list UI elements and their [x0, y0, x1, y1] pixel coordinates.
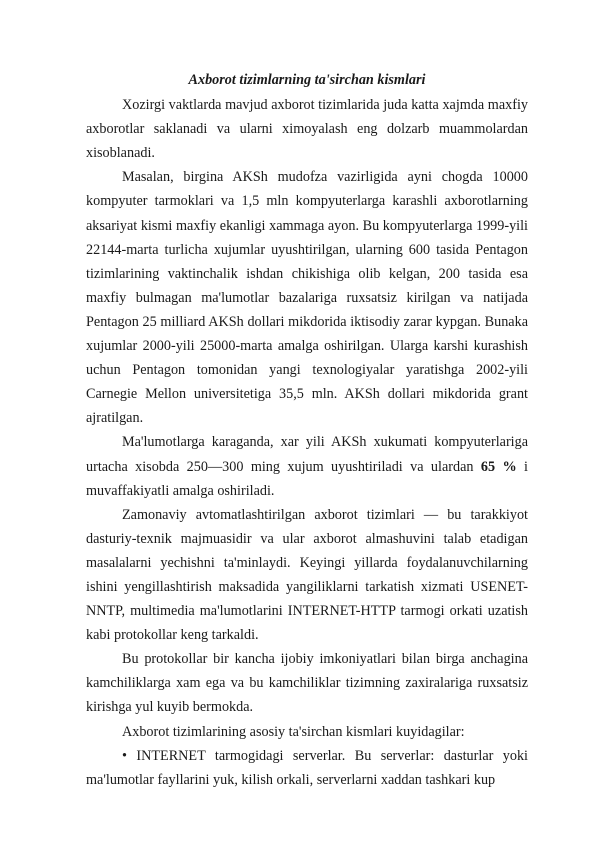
bullet-item-text: INTERNET tarmogidagi serverlar. Bu serverlar: dasturlar yoki ma'lumotlar fayllarini yuk, kilish orkali, serverlarni xaddan tashkari kup	[86, 747, 528, 788]
paragraph-3-text-end: i muvaffakiyatli amalga oshiriladi.	[86, 458, 528, 499]
paragraph-1: Xozirgi vaktlarda mavjud axborot tizimlarida juda katta xajmda maxfiy axborotlar saklanadi va ularni ximoyalash eng dolzarb muammolardan xisoblanadi.	[86, 97, 528, 162]
paragraph-5: Bu protokollar bir kancha ijobiy imkoniyatlari bilan birga anchagina kamchiliklarga xam ega va bu kamchiliklar tizimning zaxiralariga ruxsatsiz kirishga yul kuyib bermokda.	[86, 651, 528, 716]
paragraph-3	[86, 430, 528, 502]
document-page	[86, 68, 528, 792]
bullet-marker: •	[122, 747, 127, 764]
document-title: Axborot tizimlarning ta'sirchan kismlari	[188, 72, 426, 88]
paragraph-3-text-start: Ma'lumotlarga karaganda, xar yili AKSh xukumati kompyuterlariga urtacha xisobda 250—300 ming xujum uyushtiriladi va ulardan	[86, 434, 528, 475]
bullet-item	[86, 744, 528, 792]
paragraph-4: Zamonaviy avtomatlashtirilgan axborot tizimlari — bu tarakkiyot dasturiy-texnik majmuasidir va ular axborot almashuvini talab etadigan masalalarni yechishni ta'minlaydi. Keyingi yillarda foydalanuvchilarning ishini yengillashtirish maksadida yangiliklarni tarkatish xizmati USENET-NNTP, multimedia ma'lumotlarini INTERNET-HTTP tarmogi orkati uzatish kabi protokollar keng tarkaldi.	[86, 506, 528, 644]
paragraph-2: Masalan, birgina AKSh mudofza vazirligida ayni chogda 10000 kompyuter tarmoklari va 1,5 mln kompyuterlarga karashli axborotlarning aksariyat kismi maxfiy ekanligi xammaga ayon. Bu kompyuterlarga 1999-yili 22144-marta turlicha xujumlar uyushtirilgan, ularning 600 tasida Pentagon tizimlarining vaktinchalik ishdan chikishiga olib kelgan, 200 tasida esa maxfiy bulmagan ma'lumotlar bazalariga ruxsatsiz kirilgan va natijada Pentagon 25 milliard AKSh dollari mikdorida iktisodiy zarar kypgan. Bunaka xujumlar 2000-yili 25000-marta amalga oshirilgan. Ularga karshi kurashish uchun Pentagon tomonidan yangi texnologiyalar yaratishga 2002-yili Carnegie Mellon universitetiga 35,5 mln. AKSh dollari mikdorida grant ajratilgan.	[86, 169, 528, 427]
paragraph-6: Axborot tizimlarining asosiy ta'sirchan kismlari kuyidagilar:	[122, 723, 465, 740]
paragraph-3-bold-percent: 65 %	[480, 458, 517, 475]
